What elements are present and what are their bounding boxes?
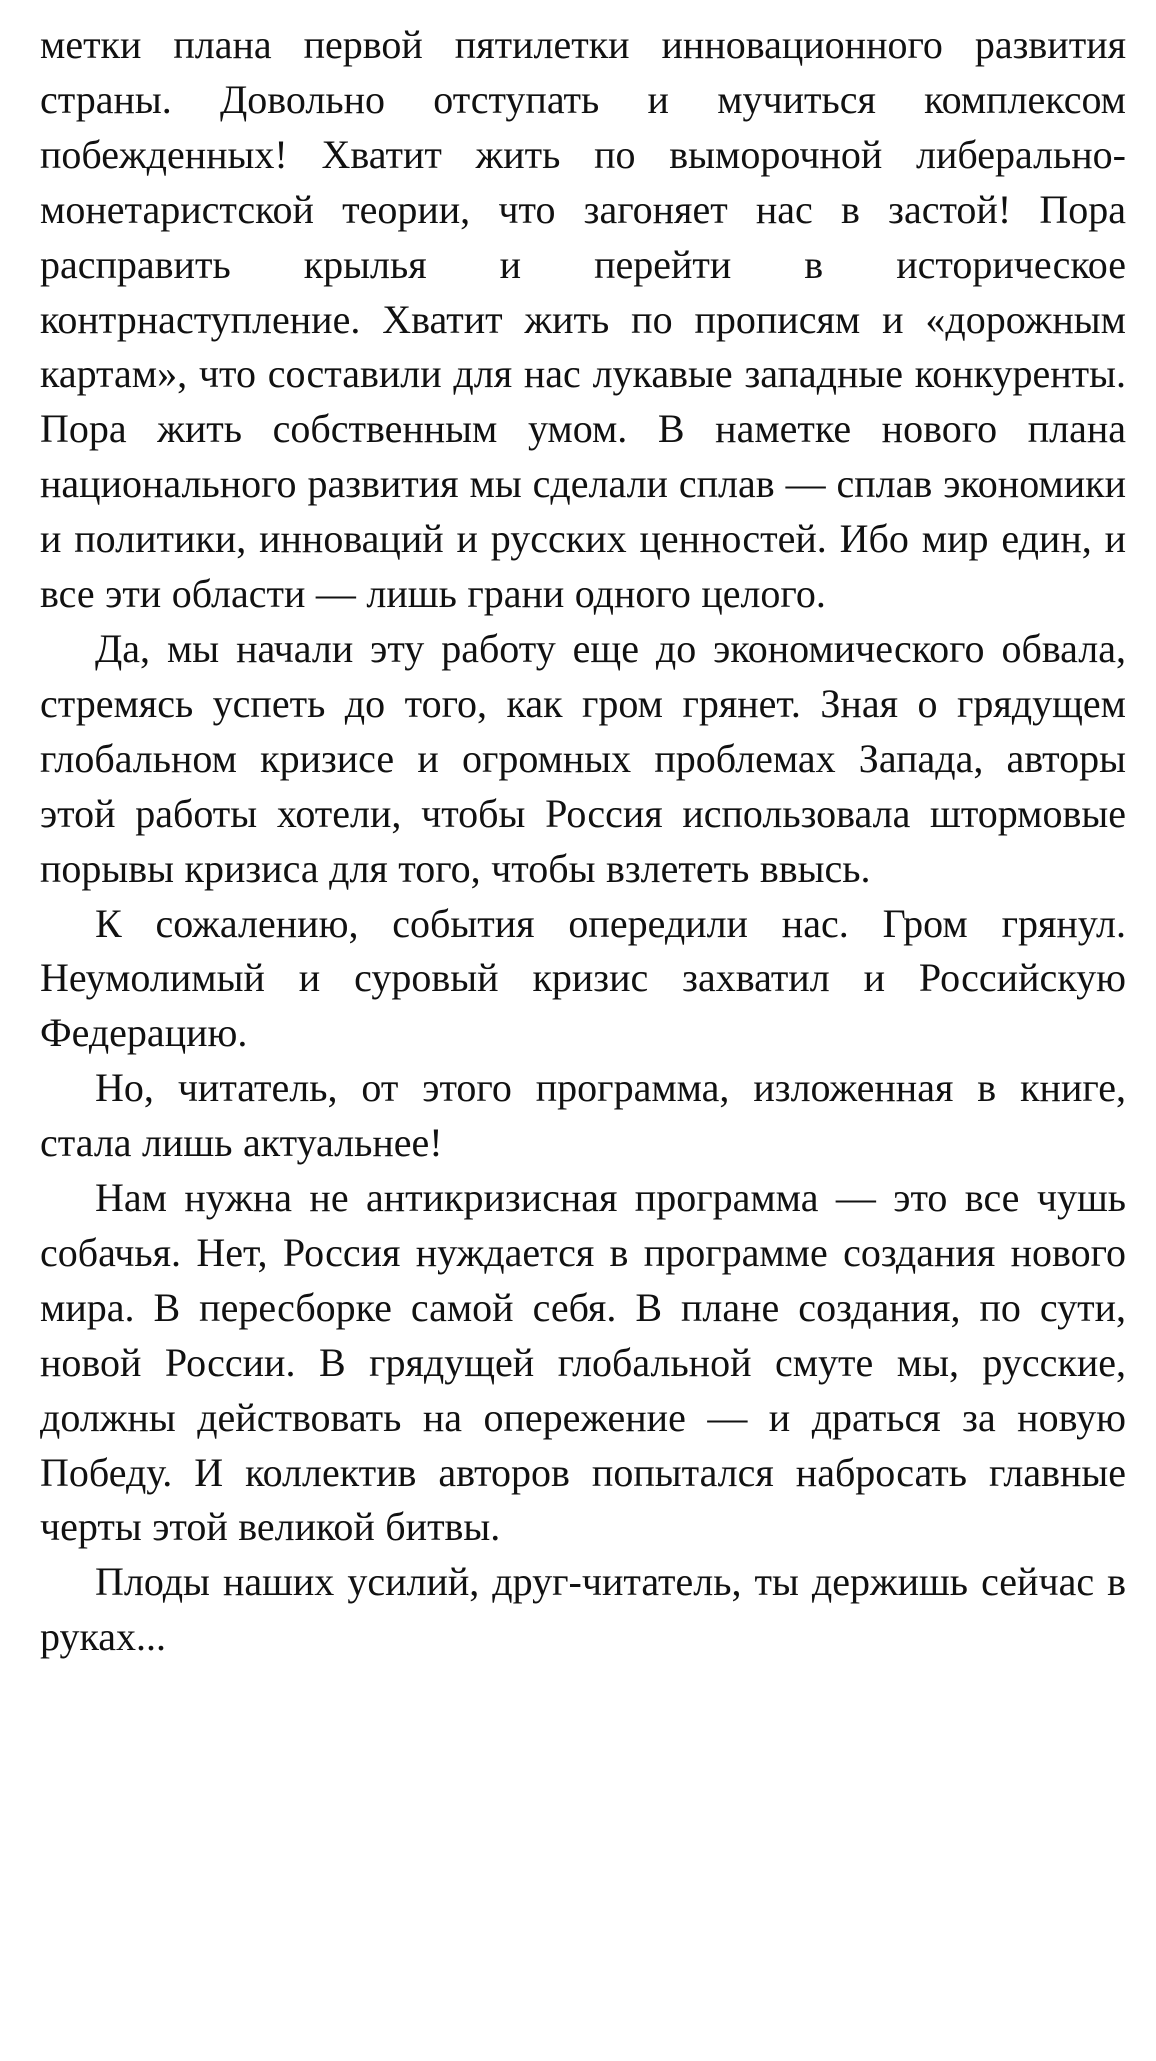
paragraph-5: Нам нужна не антикризисная программа — это все чушь собачья. Нет, Россия нуждается в программе создания нового мира. В пересборке самой себя. В плане создания, по сути, новой России. В грядущей глобальной смуте мы, русские, должны действовать на опережение — и драться за новую Победу. И коллектив авторов попытался набросать главные черты этой великой битвы. [40, 1175, 1126, 1550]
paragraph-6: Плоды наших усилий, друг-читатель, ты держишь сейчас в руках... [40, 1559, 1126, 1660]
page-text [40, 18, 1126, 1665]
paragraph-1: метки плана первой пятилетки инновационного развития страны. Довольно отступать и мучиться комплексом побежденных! Хватит жить по выморочной либерально-монетаристской теории, что загоняет нас в застой! Пора расправить крылья и перейти в историческое контрнаступление. Хватит жить по прописям и «дорожным картам», что составили для нас лукавые западные конкуренты. Пора жить собственным умом. В наметке нового плана национального развития мы сделали сплав — сплав экономики и политики, инноваций и русских ценностей. Ибо мир един, и все эти области — лишь грани одного целого. [40, 22, 1126, 617]
paragraph-2: Да, мы начали эту работу еще до экономического обвала, стремясь успеть до того, как гром грянет. Зная о грядущем глобальном кризисе и огромных проблемах Запада, авторы этой работы хотели, чтобы Россия использовала штормовые порывы кризиса для того, чтобы взлететь ввысь. [40, 625, 1126, 891]
paragraph-4: Но, читатель, от этого программа, изложенная в книге, стала лишь актуальнее! [40, 1065, 1126, 1166]
paragraph-3: К сожалению, события опередили нас. Гром грянул. Неумолимый и суровый кризис захватил и Российскую Федерацию. [40, 900, 1126, 1056]
